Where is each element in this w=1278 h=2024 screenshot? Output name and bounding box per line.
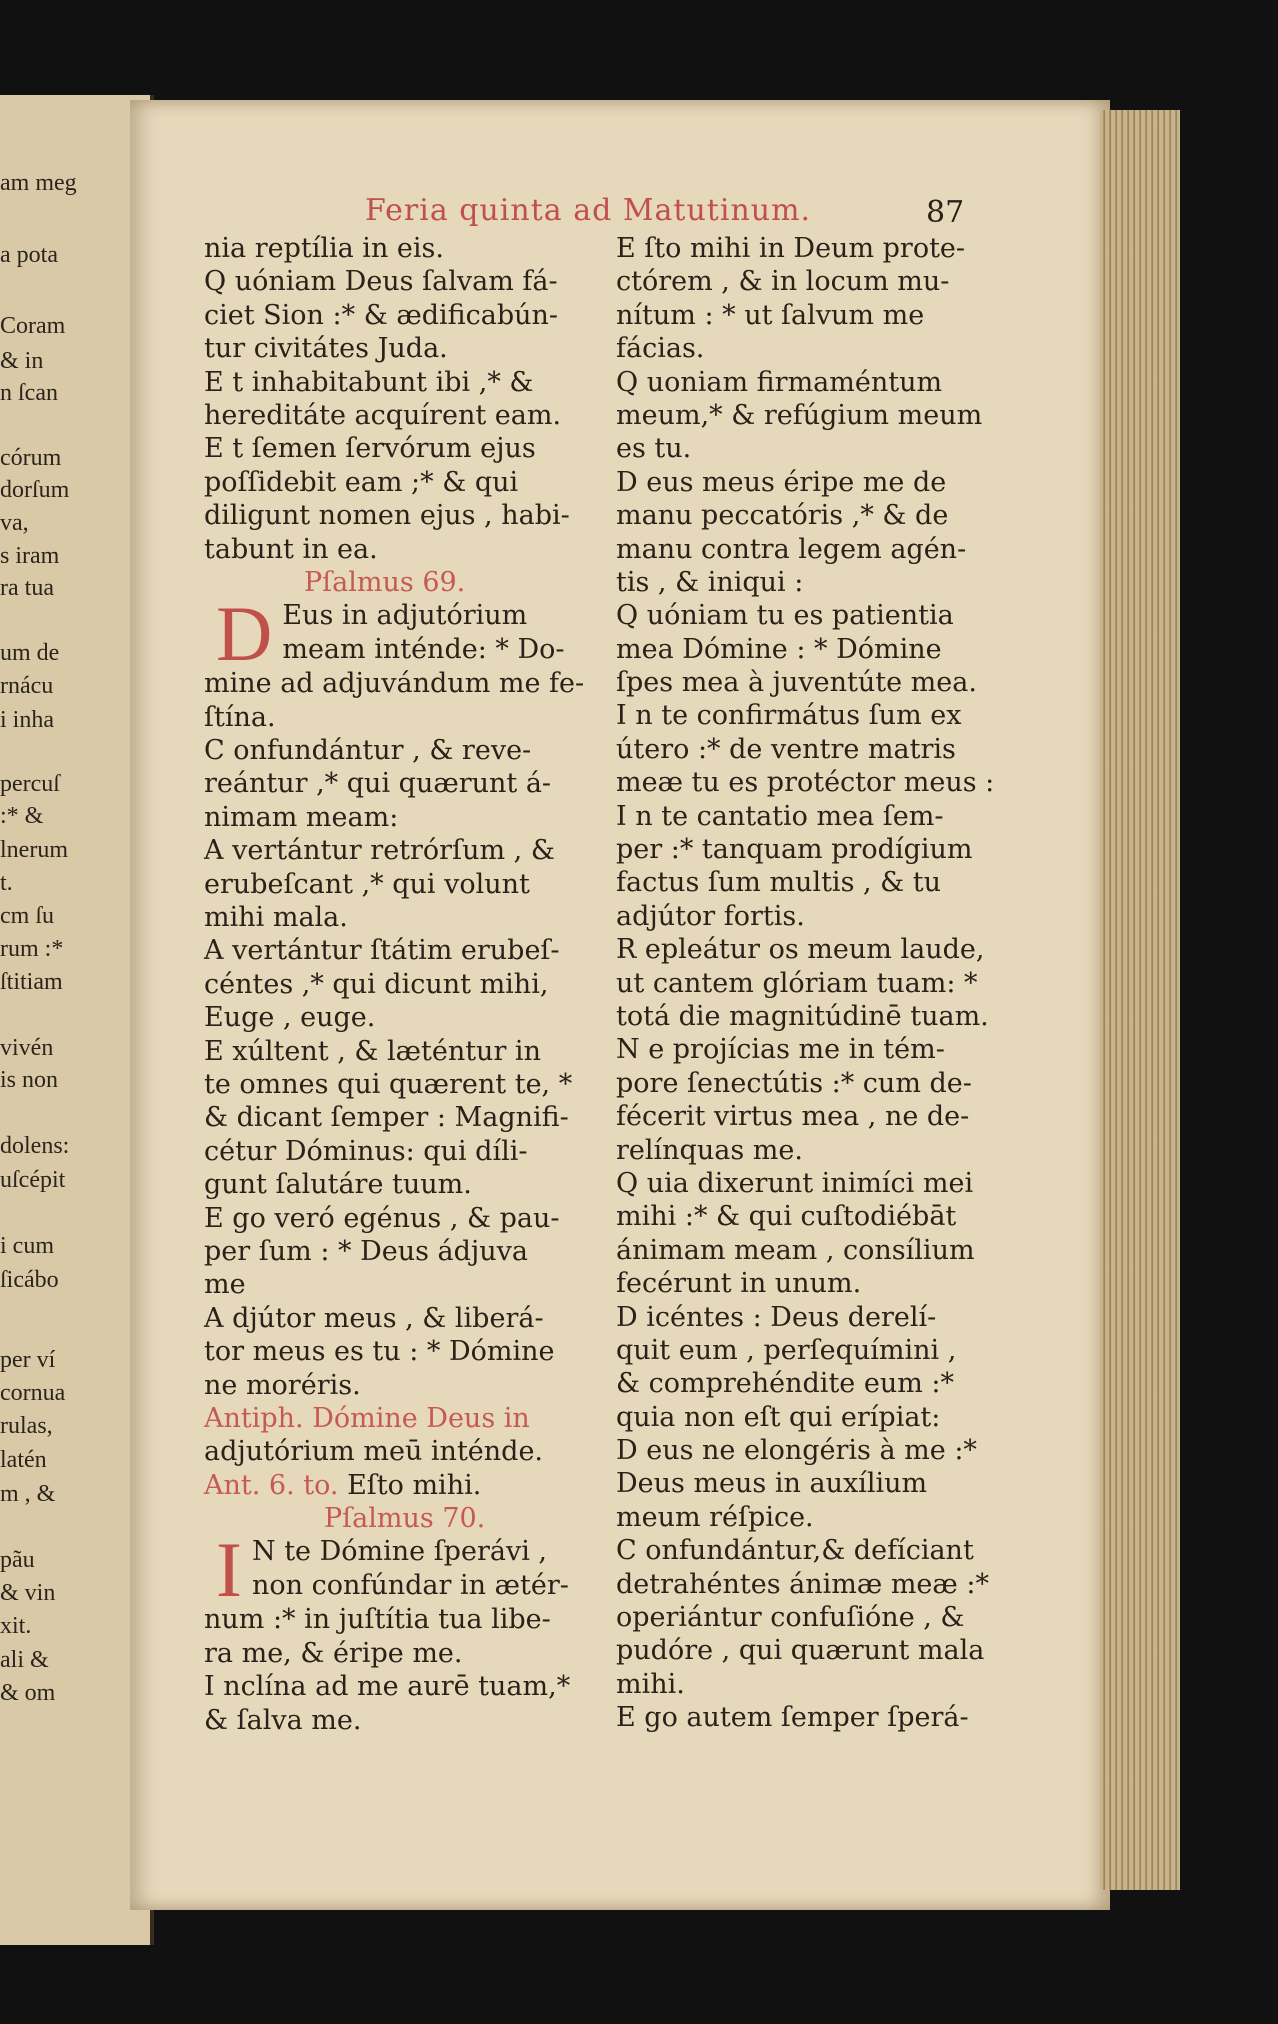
text-line: tabunt in ea.: [204, 533, 378, 565]
text-line: diligunt nomen ejus , habi-: [204, 500, 570, 532]
text-line: per ſum : * Deus ádjuva: [204, 1235, 529, 1267]
text-line: ánimam meam , consílium: [616, 1234, 975, 1266]
text-line: & comprehéndite eum :*: [616, 1368, 955, 1400]
text-line: & ſalva me.: [204, 1704, 362, 1736]
left-fragment: & vin: [0, 1580, 56, 1606]
running-head: Feria quinta ad Matutinum.: [365, 193, 812, 228]
text-line: mihi.: [616, 1668, 685, 1700]
left-fragment: rum :*: [0, 936, 64, 962]
text-line: Eus in adjutórium: [282, 600, 528, 632]
antiphon-line: Antiph. Dómine Deus in: [204, 1402, 530, 1434]
text-line: factus ſum multis , & tu: [616, 867, 942, 899]
left-fragment: ſtitiam: [0, 969, 63, 995]
text-line: fécerit virtus mea , ne de-: [616, 1101, 970, 1133]
text-line: relínquas me.: [616, 1134, 803, 1166]
text-line: mine ad adjuvándum me fe-: [204, 668, 585, 700]
text-line: Euge , euge.: [204, 1002, 376, 1034]
text-line: hereditáte acquírent eam.: [204, 399, 562, 431]
text-line: Q uia dixerunt inimíci mei: [616, 1167, 974, 1199]
text-line: & dicant ſemper : Magnifi-: [204, 1102, 569, 1134]
left-fragment: va,: [0, 510, 29, 536]
text-line: me: [204, 1269, 246, 1301]
text-line: ne moréris.: [204, 1369, 361, 1401]
text-line: meum réſpice.: [616, 1501, 814, 1533]
text-line: D eus meus éripe me de: [616, 466, 947, 498]
text-line: A vertántur ſtátim erubeſ-: [204, 935, 560, 967]
text-line: I n te confirmátus ſum ex: [616, 700, 962, 732]
text-line: fácias.: [616, 333, 705, 365]
left-fragment: :* &: [0, 803, 44, 829]
text-line: fecérunt in unum.: [616, 1268, 862, 1300]
fore-edge: [1100, 110, 1180, 1890]
antiphon-rubric: Ant. 6. to.: [204, 1469, 339, 1501]
left-fragment: percuſ: [0, 771, 60, 797]
text-line: Q uóniam Deus ſalvam fá-: [204, 266, 558, 298]
text-line: pudóre , qui quærunt mala: [616, 1635, 985, 1667]
text-line: A djútor meus , & liberá-: [204, 1302, 544, 1334]
initial-letter: I: [216, 1526, 242, 1614]
text-line: ctórem , & in locum mu-: [616, 266, 950, 298]
text-line: es tu.: [616, 433, 692, 465]
text-line: N te Dómine ſperávi ,: [251, 1536, 548, 1568]
text-line: meum,* & refúgium meum: [616, 399, 983, 431]
text-line: nia reptília in eis.: [204, 233, 444, 264]
text-line: meam inténde: * Do-: [282, 633, 565, 665]
text-line: erubeſcant ,* qui volunt: [204, 868, 530, 900]
text-line: E go veró egénus , & pau-: [204, 1202, 560, 1234]
text-line: R epleátur os meum laude,: [616, 934, 985, 966]
text-line: detrahéntes ánimæ meæ :*: [616, 1568, 989, 1600]
left-fragment: ſicábo: [0, 1267, 59, 1293]
text-line: mea Dómine : * Dómine: [616, 633, 942, 665]
text-line: I nclína ad me aurē tuam,*: [204, 1671, 571, 1703]
left-fragment: dorſum: [0, 477, 70, 503]
text-line: ra me, & éripe me.: [204, 1637, 463, 1669]
text-line: reántur ,* qui quærunt á-: [204, 768, 552, 800]
left-fragment: ra tua: [0, 575, 54, 601]
text-line: meæ tu es protéctor meus :: [616, 767, 995, 799]
psalm-opening: [204, 590, 614, 678]
psalm-title: Pſalmus 69.: [304, 566, 466, 598]
antiphon-line: [204, 1469, 614, 1502]
left-fragment: xit.: [0, 1613, 32, 1639]
text-line: Deus meus in auxílium: [616, 1468, 928, 1500]
text-line: I n te cantatio mea ſem-: [616, 800, 944, 832]
left-fragment: rulas,: [0, 1413, 53, 1439]
left-fragment: vivén: [0, 1035, 54, 1061]
text-line: céntes ,* qui dicunt mihi,: [204, 968, 549, 1000]
text-line: tur civitátes Juda.: [204, 333, 448, 365]
text-line: mihi mala.: [204, 902, 348, 934]
text-line: tor meus es tu : * Dómine: [204, 1336, 555, 1368]
antiphon-text: Eſto mihi.: [347, 1469, 482, 1501]
text-line: poſſidebit eam ;* & qui: [204, 466, 519, 498]
left-fragment: ali &: [0, 1647, 49, 1673]
text-line: quia non eſt qui erípiat:: [616, 1401, 941, 1433]
psalm-title: Pſalmus 70.: [324, 1503, 486, 1535]
left-fragment: s iram: [0, 543, 60, 569]
text-line: operiántur confuſióne , &: [616, 1602, 965, 1634]
page-number: 87: [926, 195, 965, 230]
text-line: tis , & iniqui :: [616, 566, 804, 598]
left-fragment: um de: [0, 640, 60, 666]
text-line: manu peccatóris ,* & de: [616, 500, 949, 532]
text-line: ciet Sion :* & ædificabún-: [204, 299, 559, 331]
psalm-opening: [204, 1526, 614, 1614]
text-line: totá die magnitúdinē tuam.: [616, 1000, 989, 1032]
text-line: pore ſenectútis :* cum de-: [616, 1067, 972, 1099]
left-fragment: i cum: [0, 1233, 54, 1259]
antiphon-line: adjutórium meū inténde.: [204, 1436, 544, 1468]
left-fragment: is non: [0, 1067, 59, 1093]
left-fragment: cornua: [0, 1380, 66, 1406]
left-fragment: am meg: [0, 170, 77, 196]
left-fragment: uſcépit: [0, 1167, 66, 1193]
initial-letter: D: [216, 590, 273, 678]
left-fragment: cm ſu: [0, 903, 54, 929]
left-fragment: pãu: [0, 1547, 35, 1573]
text-line: nítum : * ut ſalvum me: [616, 299, 925, 331]
text-line: num :* in juſtítia tua libe-: [204, 1604, 551, 1636]
left-fragment: n ſcan: [0, 380, 58, 406]
left-fragment: i inha: [0, 707, 54, 733]
text-line: E go autem ſemper ſperá-: [616, 1702, 969, 1734]
left-fragment: córum: [0, 445, 62, 471]
text-line: non confúndar in ætér-: [251, 1569, 569, 1601]
text-line: quit eum , perſequímini ,: [616, 1334, 957, 1366]
left-fragment: lnerum: [0, 837, 68, 863]
text-line: nimam meam:: [204, 801, 399, 833]
text-line: te omnes qui quærent te, *: [204, 1068, 573, 1100]
left-fragment: t.: [0, 870, 13, 896]
left-fragment: per ví: [0, 1347, 56, 1373]
left-fragment: Coram: [0, 313, 66, 339]
text-line: Q uoniam firmaméntum: [616, 366, 943, 398]
text-line: cétur Dóminus: qui díli-: [204, 1135, 528, 1167]
text-line: mihi :* & qui cuſtodiébāt: [616, 1201, 957, 1233]
text-line: ut cantem glóriam tuam: *: [616, 967, 978, 999]
text-line: Q uóniam tu es patientia: [616, 600, 954, 632]
text-line: E ſto mihi in Deum prote-: [616, 233, 966, 264]
left-fragment: & om: [0, 1680, 56, 1706]
text-line: D eus ne elongéris à me :*: [616, 1435, 977, 1467]
text-line: adjútor fortis.: [616, 900, 805, 932]
text-line: C onfundántur,& defíciant: [616, 1535, 974, 1567]
left-column: [204, 232, 614, 1737]
text-line: D icéntes : Deus derelí-: [616, 1301, 937, 1333]
text-line: per :* tanquam prodígium: [616, 834, 973, 866]
text-line: ſtína.: [204, 701, 276, 733]
text-line: N e projícias me in tém-: [616, 1034, 945, 1066]
text-line: útero :* de ventre matris: [616, 733, 956, 765]
left-fragment: a pota: [0, 242, 58, 268]
text-line: gunt ſalutáre tuum.: [204, 1169, 472, 1201]
text-line: C onfundántur , & reve-: [204, 735, 532, 767]
left-fragment: rnácu: [0, 673, 54, 699]
text-line: manu contra legem agén-: [616, 533, 967, 565]
left-fragment: dolens:: [0, 1133, 70, 1159]
text-line: E xúltent , & læténtur in: [204, 1035, 541, 1067]
left-fragment: latén: [0, 1447, 47, 1473]
left-fragment: & in: [0, 348, 44, 374]
text-line: E t inhabitabunt ibi ,* &: [204, 366, 534, 398]
left-fragment: m , &: [0, 1481, 56, 1507]
text-line: E t ſemen ſervórum ejus: [204, 433, 536, 465]
text-line: A vertántur retrórſum , &: [204, 835, 555, 867]
right-column: [616, 232, 1016, 1735]
text-line: ſpes mea à juventúte mea.: [616, 667, 977, 699]
